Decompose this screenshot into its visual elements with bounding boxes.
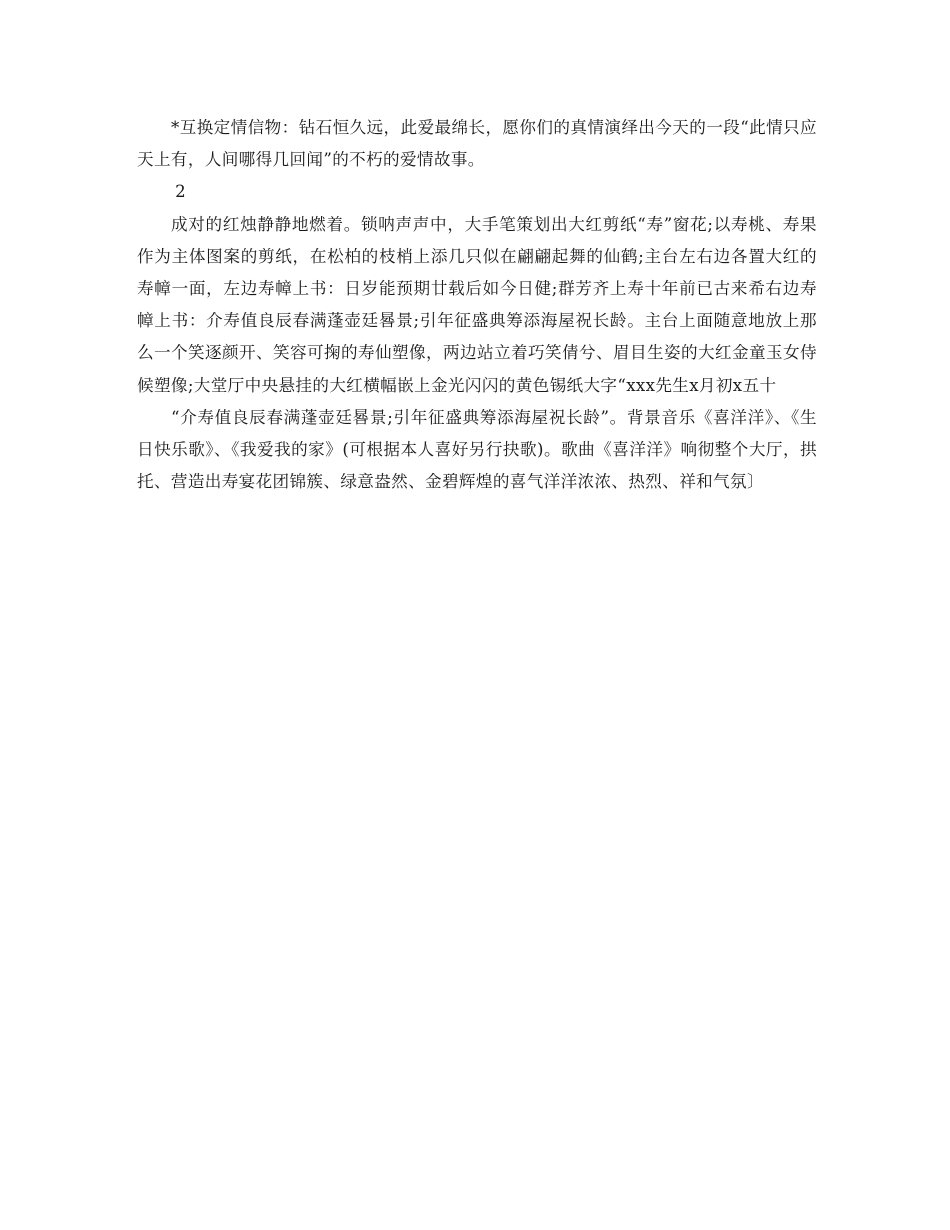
paragraph-hall-decoration: 成对的红烛静静地燃着。锁呐声声中，大手笔策划出大红剪纸“寿”窗花;以寿桃、寿果作为主体图案的剪纸，在松柏的枝梢上添几只似在翩翩起舞的仙鹤;主台左右边各置大红的寿幛一面，左边寿幛上书：日岁能预期廿载后如今日健;群芳齐上寿十年前已古来希右边寿幛上书：介寿值良辰春满蓬壶廷晷景;引年征盛典筹添海屋祝长龄。主台上面随意地放上那么一个笑逐颜开、笑容可掬的寿仙塑像，两边站立着巧笑倩兮、眉目生姿的大红金童玉女侍候塑像;大堂厅中央悬挂的大红横幅嵌上金光闪闪的黄色锡纸大字“xxx先生x月初x五十 — [137, 214, 817, 395]
paragraph-token-exchange: *互换定情信物：钻石恒久远，此爱最绵长，愿你们的真情演绎出今天的一段“此情只应天上有，人间哪得几回闻”的不朽的爱情故事。 — [137, 118, 817, 170]
document-body — [137, 112, 817, 498]
paragraph-banner-music: “介寿值良辰春满蓬壶廷晷景;引年征盛典筹添海屋祝长龄”。背景音乐《喜洋洋》、《生日快乐歌》、《我爱我的家》(可根据本人喜好另行抉歌)。歌曲《喜洋洋》响彻整个大厅，拱托、营造出寿宴花团锦簇、绿意盎然、金碧辉煌的喜气洋洋浓浓、热烈、祥和气氛〕 — [137, 407, 817, 492]
section-number: 2 — [175, 182, 187, 202]
